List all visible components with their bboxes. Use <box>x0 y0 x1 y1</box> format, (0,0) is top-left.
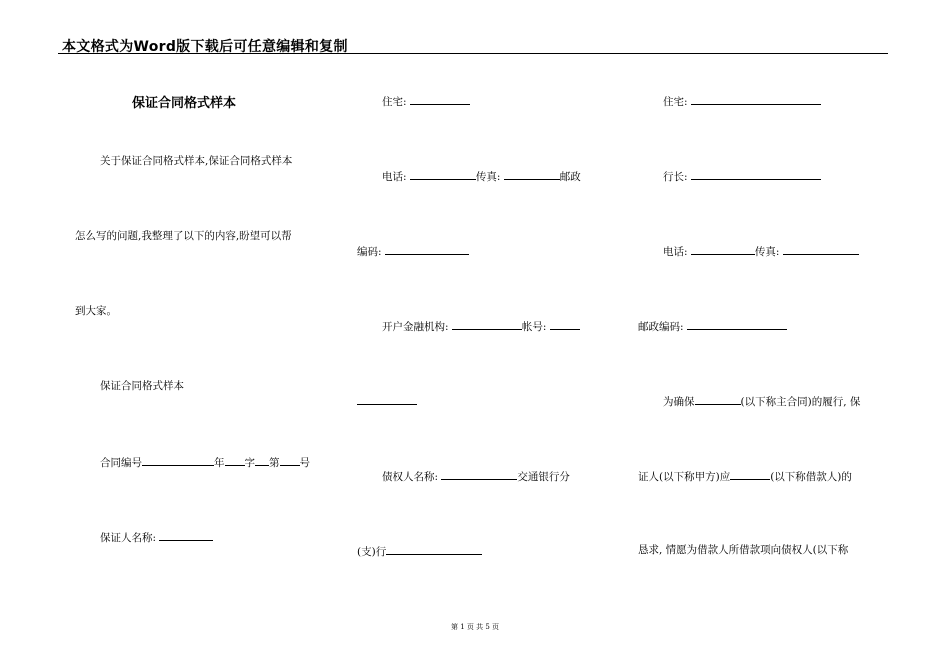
residence-label: 住宅: <box>382 96 407 108</box>
borrower-blank <box>730 468 770 480</box>
account-label: 帐号: <box>521 321 547 333</box>
fax-label-2: 传真: <box>754 246 780 258</box>
column-right <box>638 0 888 672</box>
postal-code-blank <box>385 243 469 255</box>
postal-code-blank-2 <box>687 318 787 330</box>
contract-zi-blank <box>255 454 269 466</box>
paragraph-1a: 为确保 <box>663 396 695 408</box>
contract-hao-label: 号 <box>299 457 310 469</box>
postal-code-line <box>357 243 469 259</box>
phone-fax-line-2 <box>663 243 859 259</box>
paragraph-2b: (以下称借款人)的 <box>770 471 852 483</box>
continuation-blank <box>357 393 417 405</box>
residence-blank-2 <box>691 93 821 105</box>
postal-code-label: 编码: <box>357 246 382 258</box>
intro-line-1: 关于保证合同格式样本,保证合同格式样本 <box>100 155 293 167</box>
page-header: 本文格式为Word版下载后可任意编辑和复制 <box>62 39 348 55</box>
creditor-name-blank <box>441 468 517 480</box>
bank-account-line <box>382 318 580 334</box>
creditor-bank-label: 交通银行分 <box>517 471 570 483</box>
bank-blank <box>452 318 522 330</box>
postal-code-label-2: 邮政编码: <box>638 321 684 333</box>
guarantor-name-blank <box>159 529 213 541</box>
contract-no-blank <box>142 454 214 466</box>
residence-line-2 <box>663 93 821 109</box>
contract-year-label: 年 <box>214 457 225 469</box>
paragraph-line-1 <box>663 393 860 409</box>
paragraph-line-3: 恳求, 情愿为借款人所借款项向债权人(以下称 <box>638 544 849 556</box>
contract-year-blank <box>225 454 245 466</box>
fax-blank-2 <box>783 243 859 255</box>
intro-line-2: 怎么写的问题,我整理了以下的内容,盼望可以帮 <box>75 230 292 242</box>
page-footer: 第 1 页 共 5 页 <box>450 623 500 631</box>
paragraph-1b: (以下称主合同)的履行, 保 <box>740 396 861 408</box>
president-blank <box>691 168 821 180</box>
phone-label: 电话: <box>382 171 407 183</box>
phone-fax-line <box>382 168 581 184</box>
main-contract-blank <box>695 393 741 405</box>
president-line <box>663 168 821 184</box>
contract-number-line <box>100 454 310 470</box>
branch-blank <box>386 543 482 555</box>
residence-label-2: 住宅: <box>663 96 688 108</box>
document-title: 保证合同格式样本 <box>132 96 237 111</box>
contract-di-blank <box>280 454 300 466</box>
bank-label: 开户金融机构: <box>382 321 449 333</box>
column-left <box>75 0 325 672</box>
guarantor-name-line <box>100 529 213 545</box>
creditor-name-label: 债权人名称: <box>382 471 439 483</box>
section-title: 保证合同格式样本 <box>100 380 184 392</box>
account-blank <box>550 318 580 330</box>
phone-label-2: 电话: <box>663 246 688 258</box>
postal-code-line-2 <box>638 318 787 334</box>
paragraph-line-2 <box>638 468 852 484</box>
residence-line <box>382 93 470 109</box>
branch-line <box>357 543 482 559</box>
residence-blank <box>410 93 470 105</box>
blank-line <box>357 393 417 409</box>
fax-blank <box>504 168 560 180</box>
president-label: 行长: <box>663 171 688 183</box>
contract-no-label: 合同编号 <box>100 457 142 469</box>
paragraph-2a: 证人(以下称甲方)应 <box>638 471 731 483</box>
contract-di-label: 第 <box>269 457 280 469</box>
guarantor-name-label: 保证人名称: <box>100 532 157 544</box>
branch-label: (支)行 <box>357 546 387 558</box>
contract-zi-label: 字 <box>244 457 255 469</box>
column-middle <box>357 0 607 672</box>
creditor-line <box>382 468 570 484</box>
fax-label: 传真: <box>475 171 501 183</box>
phone-blank-2 <box>691 243 755 255</box>
intro-line-3: 到大家。 <box>75 305 117 317</box>
phone-blank <box>410 168 476 180</box>
postal-prefix: 邮政 <box>559 171 581 183</box>
